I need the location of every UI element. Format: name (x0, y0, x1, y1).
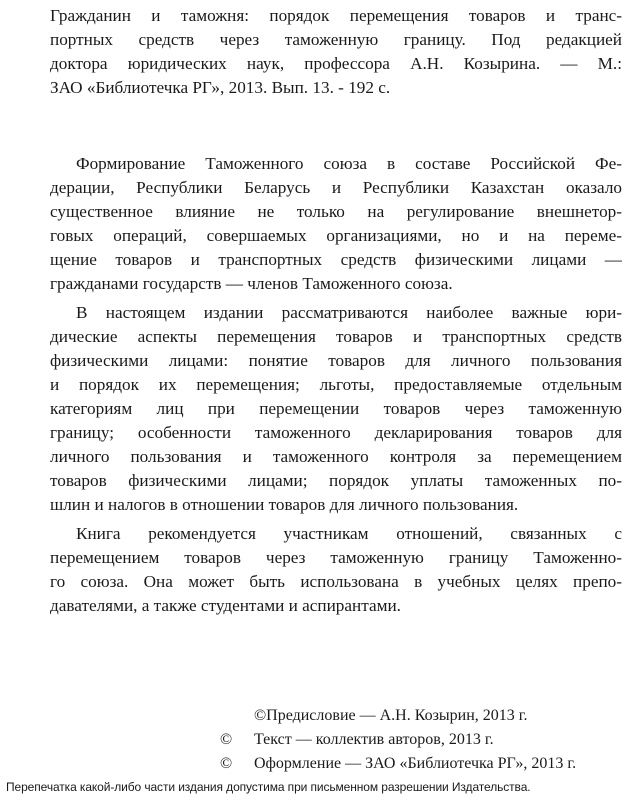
annotation-text (50, 152, 622, 623)
copyright-design-row (220, 752, 620, 776)
text-line: личного пользования и таможенного контроля за перемещением (50, 447, 622, 466)
annotation-paragraph-3 (50, 522, 622, 618)
text-line: Книга рекомендуется участникам отношений, связанных с (76, 524, 622, 543)
copyright-preface: ©Предисловие — А.Н. Козырин, 2013 г. (254, 707, 528, 724)
text-line: товаров физическими лицами; порядок уплаты таможенных по- (50, 471, 622, 490)
text-line: дерации, Республики Беларусь и Республики Казахстан оказало (50, 178, 622, 197)
text-line: перемещением товаров через таможенную границу Таможенно- (50, 548, 622, 567)
biblio-line: доктора юридических наук, профессора А.Н. Козырина. — М.: (50, 54, 622, 73)
text-line: физическими лицами: понятие товаров для личного пользования (50, 351, 622, 370)
copyright-text-row (220, 728, 620, 752)
copyright-block (220, 704, 620, 776)
text-line: говых операций, совершаемых организациями, но и на переме- (50, 226, 622, 245)
text-line: границу; особенности таможенного декларирования товаров для (50, 423, 622, 442)
text-line: го союза. Она может быть использована в учебных целях препо- (50, 572, 622, 591)
bibliographic-record (50, 4, 622, 100)
text-line: гражданами государств — членов Таможенного союза. (50, 274, 453, 293)
biblio-line: ЗАО «Библиотечка РГ», 2013. Вып. 13. - 192 с. (50, 78, 391, 97)
text-line: шлин и налогов в отношении товаров для личного пользования. (50, 495, 519, 514)
text-line: существенное влияние не только на регулирование внешнетор- (50, 202, 622, 221)
text-line: В настоящем издании рассматриваются наиболее важные юри- (76, 303, 622, 322)
copyright-text: Текст — коллектив авторов, 2013 г. (254, 731, 494, 748)
reprint-notice: Перепечатка какой-либо части издания допустима при письменном разрешении Издательства. (6, 780, 531, 794)
text-line: Формирование Таможенного союза в составе Российской Фе- (76, 154, 622, 173)
text-line: давателями, а также студентами и аспирантами. (50, 596, 401, 615)
copyright-design: Оформление — ЗАО «Библиотечка РГ», 2013 г. (254, 755, 577, 772)
text-line: дические аспекты перемещения товаров и транспортных средств (50, 327, 622, 346)
biblio-line: портных средств через таможенную границу. Под редакцией (50, 30, 622, 49)
biblio-line: Гражданин и таможня: порядок перемещения товаров и транс- (50, 6, 622, 25)
text-line: и порядок их перемещения; льготы, предоставляемые отдельным (50, 375, 622, 394)
annotation-paragraph-2 (50, 301, 622, 517)
text-line: категориям лиц при перемещении товаров через таможенную (50, 399, 622, 418)
copyright-symbol: © (220, 731, 233, 748)
text-line: щение товаров и транспортных средств физическими лицами — (50, 250, 622, 269)
annotation-paragraph-1 (50, 152, 622, 296)
copyright-symbol: © (220, 755, 233, 772)
